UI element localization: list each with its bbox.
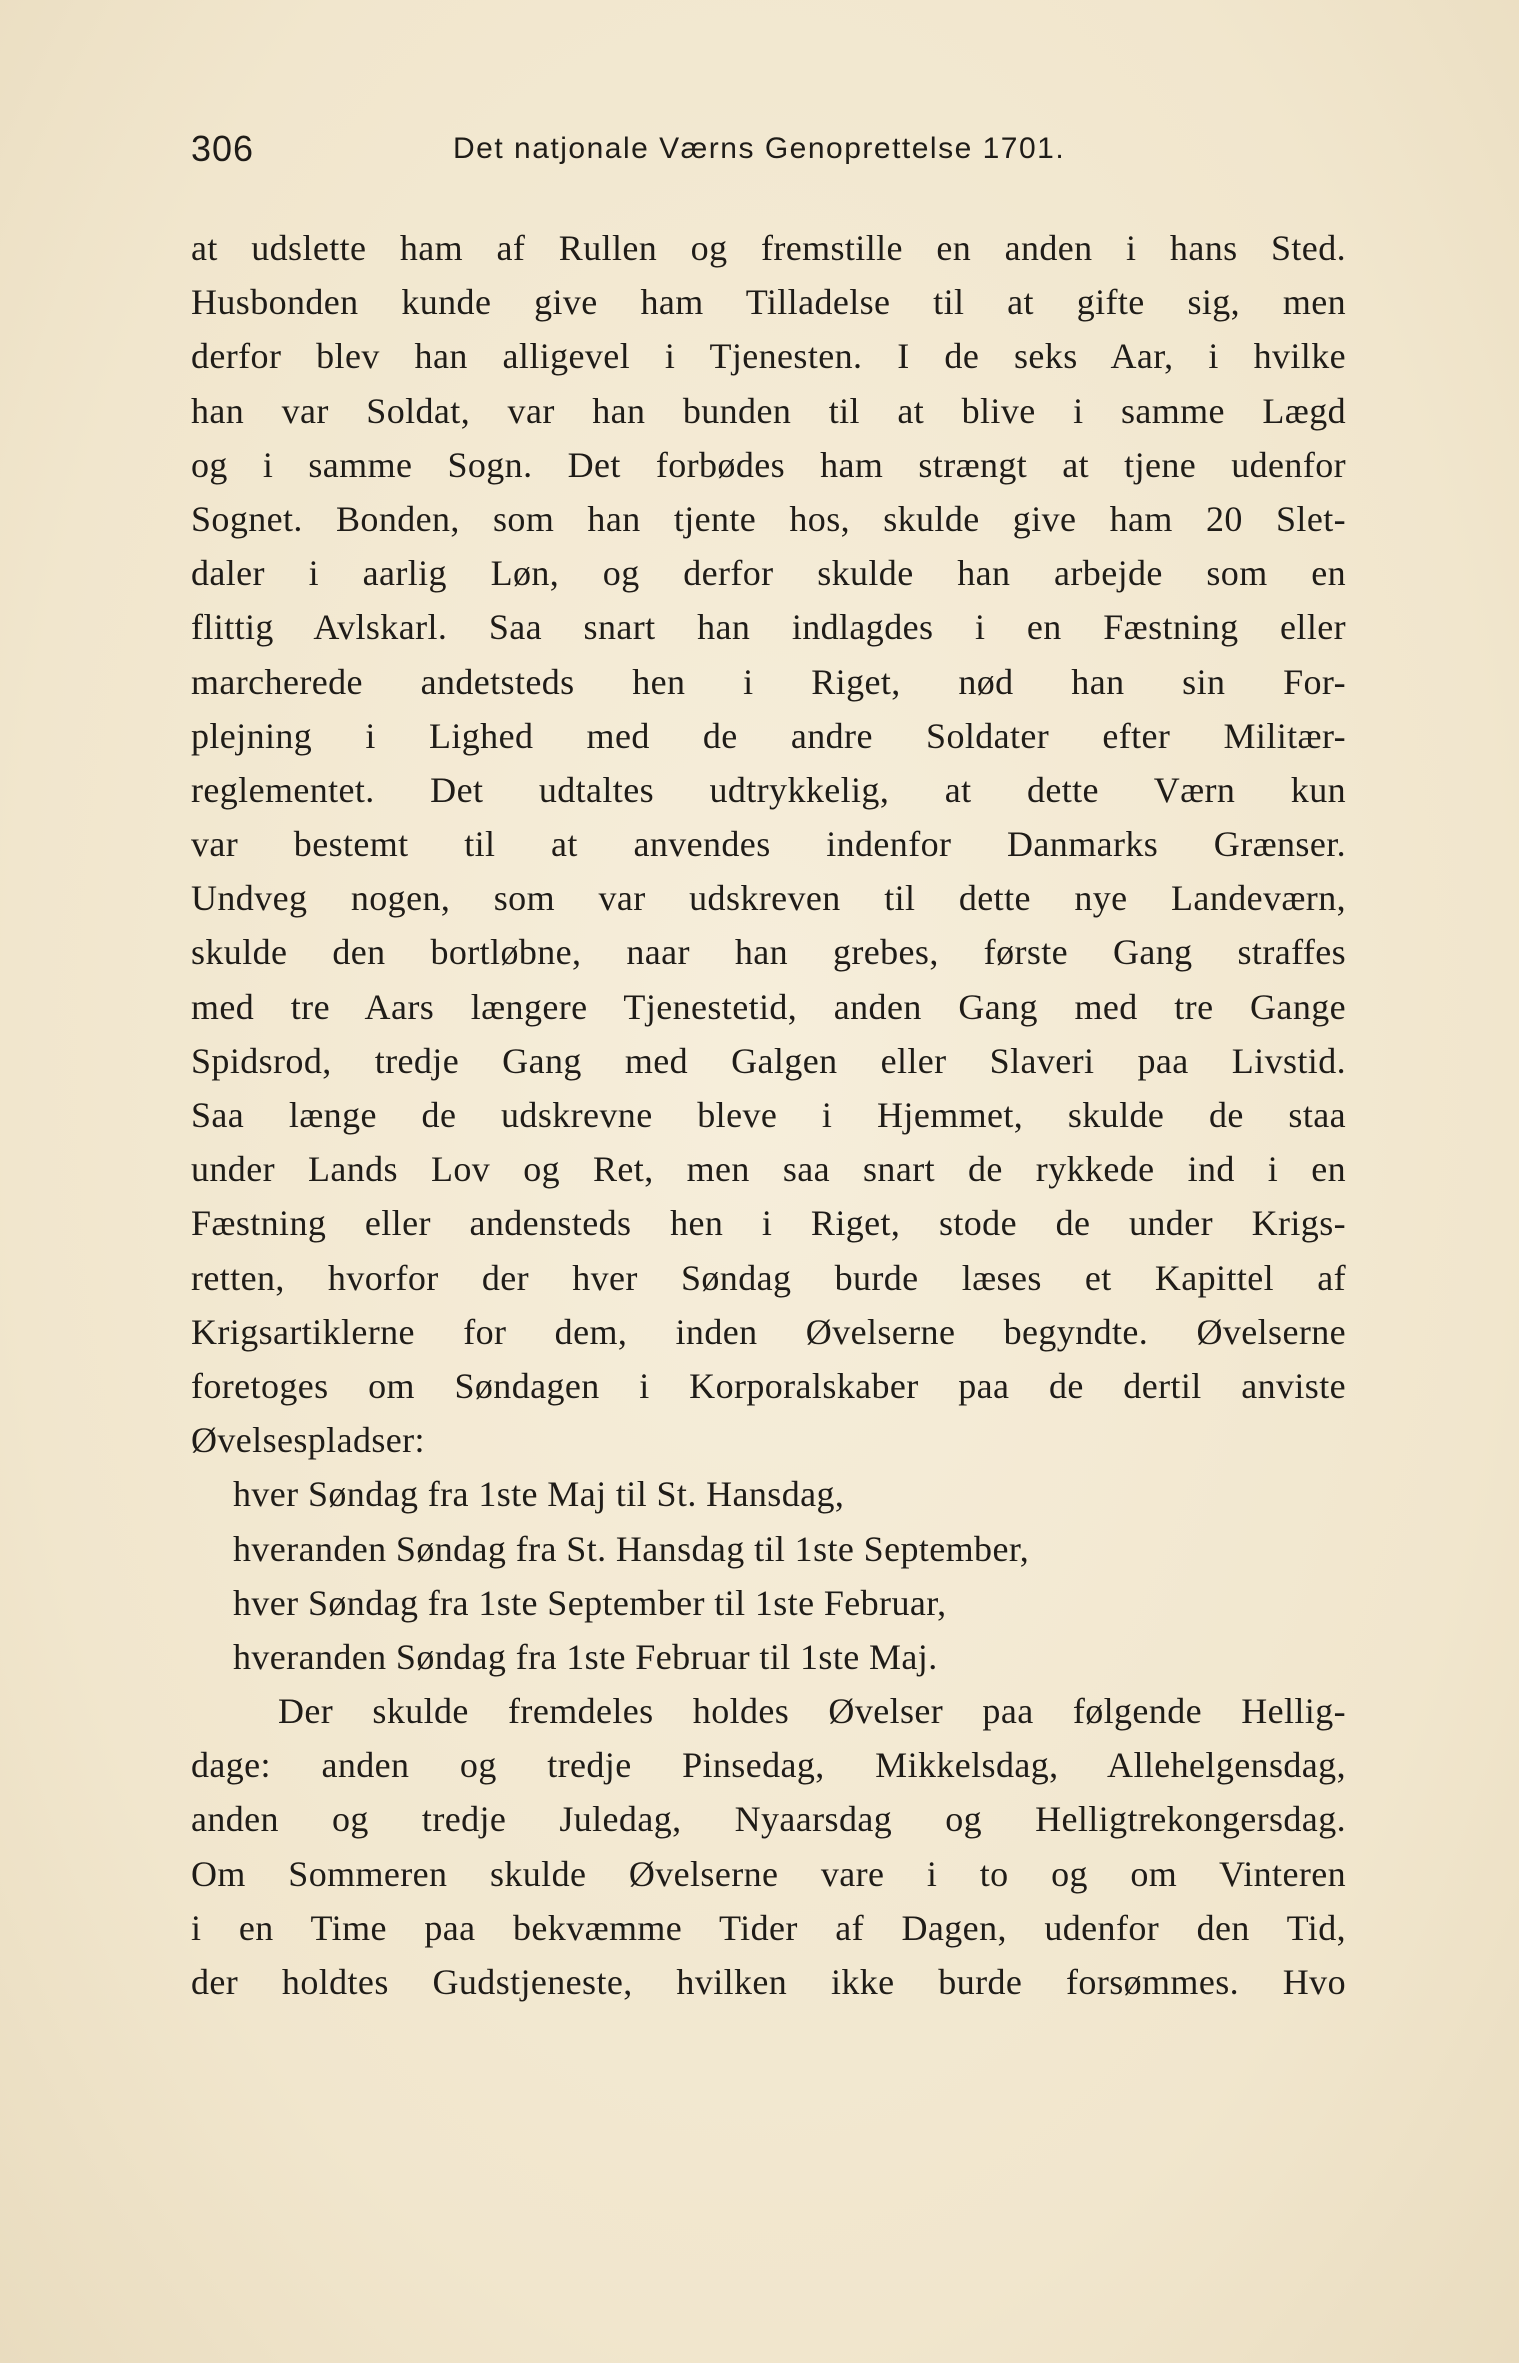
text-line: plejning i Lighed med de andre Soldater efter Militær-	[191, 715, 1346, 756]
text-line: Der skulde fremdeles holdes Øvelser paa følgende Hellig-	[278, 1691, 1346, 1732]
text-line: under Lands Lov og Ret, men saa snart de rykkede ind i en	[191, 1149, 1346, 1190]
text-line: flittig Avlskarl. Saa snart han indlagdes i en Fæstning eller	[191, 607, 1346, 648]
text-line: og i samme Sogn. Det forbødes ham strængt at tjene udenfor	[191, 444, 1346, 485]
text-line: Husbonden kunde give ham Tilladelse til at gifte sig, men	[191, 282, 1346, 323]
text-line: der holdtes Gudstjeneste, hvilken ikke burde forsømmes. Hvo	[191, 1962, 1346, 2002]
text-line: marcherede andetsteds hen i Riget, nød han sin For-	[191, 661, 1346, 702]
text-line: Spidsrod, tredje Gang med Galgen eller Slaveri paa Livstid.	[191, 1040, 1346, 1081]
text-line: Sognet. Bonden, som han tjente hos, skulde give ham 20 Slet-	[191, 498, 1346, 539]
schedule-item: hver Søndag fra 1ste Maj til St. Hansdag,	[233, 1474, 845, 1515]
text-line: i en Time paa bekvæmme Tider af Dagen, udenfor den Tid,	[191, 1907, 1346, 1948]
page-number: 306	[191, 128, 255, 169]
text-line: derfor blev han alligevel i Tjenesten. I de seks Aar, i hvilke	[191, 336, 1346, 377]
text-line: foretoges om Søndagen i Korporalskaber paa de dertil anviste	[191, 1365, 1346, 1406]
text-line: med tre Aars længere Tjenestetid, anden Gang med tre Gange	[191, 986, 1346, 1027]
text-line: Undveg nogen, som var udskreven til dette nye Landeværn,	[191, 878, 1346, 919]
text-line: daler i aarlig Løn, og derfor skulde han arbejde som en	[191, 553, 1346, 594]
text-line: anden og tredje Juledag, Nyaarsdag og Helligtrekongersdag.	[191, 1799, 1346, 1840]
text-line: Øvelsespladser:	[191, 1420, 425, 1461]
body-text	[191, 221, 1346, 2009]
schedule-item: hveranden Søndag fra St. Hansdag til 1ste September,	[233, 1528, 1030, 1569]
text-line: Krigsartiklerne for dem, inden Øvelserne begyndte. Øvelserne	[191, 1311, 1346, 1352]
running-title: Det natjonale Værns Genoprettelse 1701.	[453, 132, 1066, 165]
schedule-item: hveranden Søndag fra 1ste Februar til 1ste Maj.	[233, 1636, 938, 1677]
text-line: Om Sommeren skulde Øvelserne vare i to og om Vinteren	[191, 1853, 1346, 1894]
text-line: at udslette ham af Rullen og fremstille en anden i hans Sted.	[191, 228, 1346, 268]
page-header	[191, 128, 1091, 178]
text-line: retten, hvorfor der hver Søndag burde læses et Kapittel af	[191, 1257, 1346, 1298]
text-line: han var Soldat, var han bunden til at blive i samme Lægd	[191, 390, 1346, 431]
text-line: Fæstning eller andensteds hen i Riget, stode de under Krigs-	[191, 1203, 1346, 1244]
text-line: skulde den bortløbne, naar han grebes, første Gang straffes	[191, 932, 1346, 973]
text-line: dage: anden og tredje Pinsedag, Mikkelsdag, Allehelgensdag,	[191, 1745, 1346, 1786]
schedule-item: hver Søndag fra 1ste September til 1ste Februar,	[233, 1582, 947, 1623]
text-line: var bestemt til at anvendes indenfor Danmarks Grænser.	[191, 824, 1346, 865]
text-line: Saa længe de udskrevne bleve i Hjemmet, skulde de staa	[191, 1095, 1346, 1135]
text-line: reglementet. Det udtaltes udtrykkelig, at dette Værn kun	[191, 769, 1346, 810]
